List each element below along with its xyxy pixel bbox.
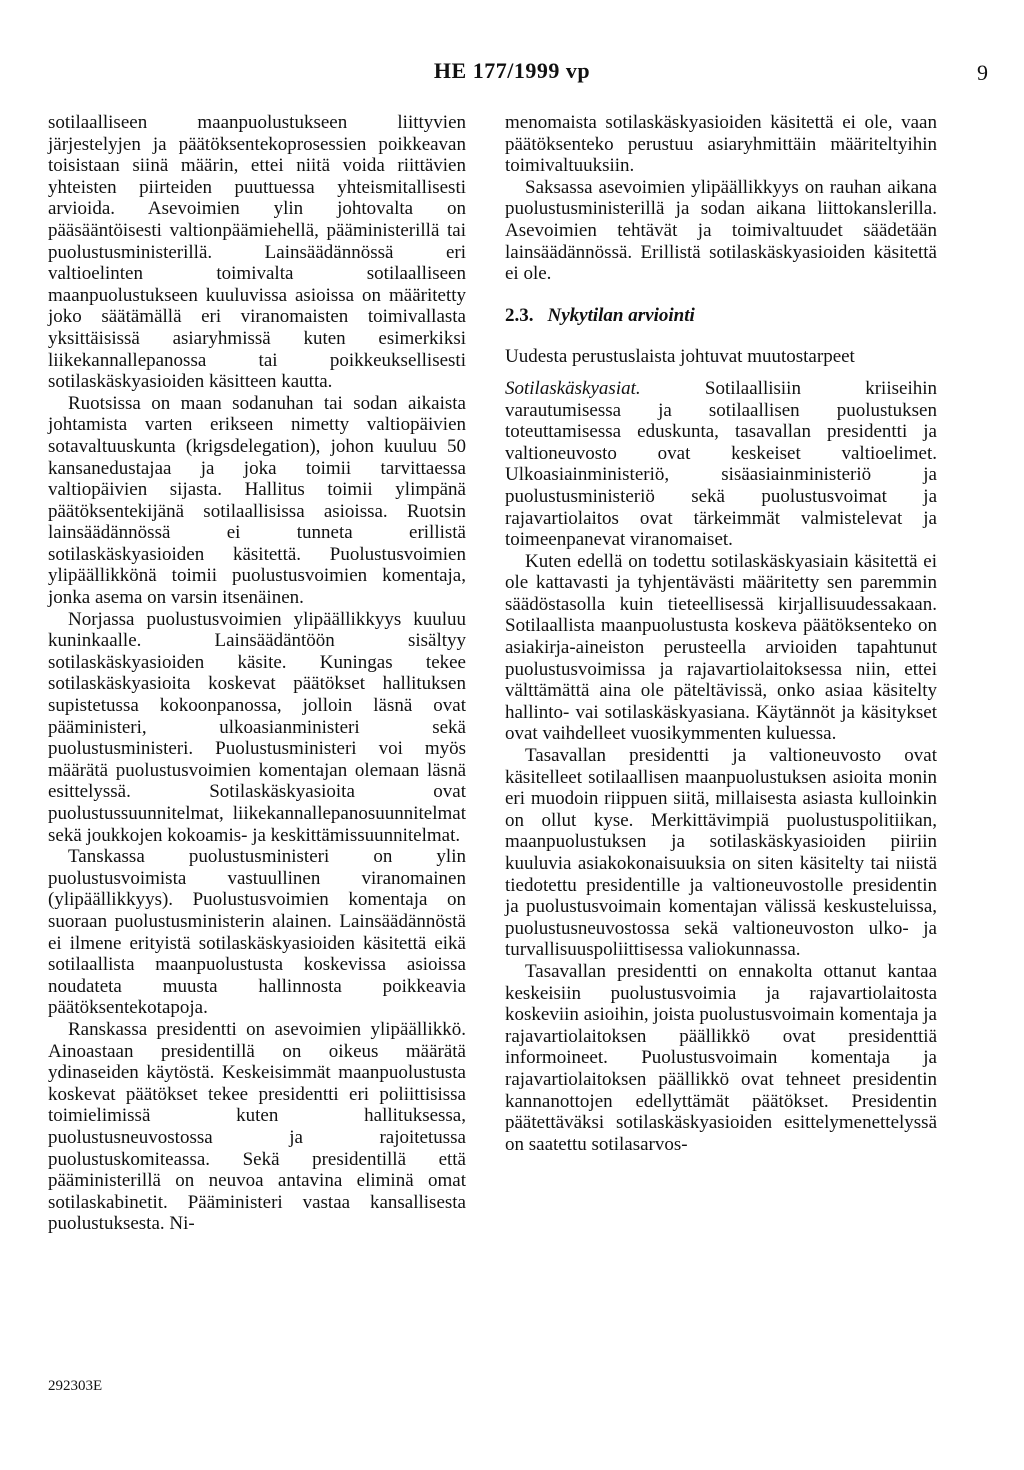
- left-column: [48, 112, 466, 1235]
- section-title: Nykytilan arviointi: [547, 304, 695, 326]
- paragraph: [505, 378, 937, 551]
- paragraph: Kuten edellä on todettu sotilaskäskyasiain käsitettä ei ole kattavasti ja tyhjentävästi määritetty sen paremmin säädöstasolla kuin tieteellisessä kirjallisuudessakaan. Sotilaallista maanpuolustusta koskeva päätöksenteko on asiakirja-aineiston perusteella arvioiden tapahtunut puolustusvoimissa ja rajavartiolaitoksessa niin, ettei välttämättä aina ole päteltävissä, onko asiaa käsitelty hallinto- vai sotilaskäskyasiana. Käytännöt ja käsitykset ovat vaihdelleet vuosikymmenten kuluessa.: [505, 550, 937, 745]
- document-code: 292303E: [48, 1378, 103, 1394]
- right-column: [505, 112, 937, 1155]
- page-number: 9: [977, 60, 988, 85]
- paragraph: Ruotsissa on maan sodanuhan tai sodan aikaista johtamista varten erikseen nimetty valtiopäivien sotavaltuuskunta (krigsdelegation), johon kuuluu 50 kansanedustajaa ja joka toimii tarvittaessa valtiopäivien sijasta. Hallitus toimii ylimpänä päätöksentekijänä sotilaallisissa asioissa. Ruotsin lainsäädännössä ei tunneta erillistä sotilaskäskyasioiden käsitettä. Puolustusvoimien ylipäällikkönä toimii puolustusvoimien komentaja, jonka asema on varsin itsenäinen.: [48, 392, 466, 609]
- paragraph: menomaista sotilaskäskyasioiden käsitettä ei ole, vaan päätöksenteko perustuu asiaryhmittäin määriteltyihin toimivaltuuksiin.: [505, 112, 937, 177]
- paragraph: Tanskassa puolustusministeri on ylin puolustusvoimista vastuullinen viranomainen (ylipäällikkyys). Puolustusvoimien komentaja on suoraan puolustusministerin alainen. Lainsäädännöstä ei ilmene erityistä sotilaskäskyasioiden käsitettä eikä sotilaallista maanpuolustusta koskevissa asioissa noudateta muusta hallinnosta poikkeavia päätöksentekotapoja.: [48, 846, 466, 1019]
- paragraph: sotilaalliseen maanpuolustukseen liittyvien järjestelyjen ja päätöksentekoprosessien poikkeavan toisistaan siinä määrin, ettei niitä voida riittävien yhteisten piirteiden puuttuessa yhteismitallisesti arvioida. Asevoimien ylin johtovalta on pääsääntöisesti valtionpäämiehellä, pääministerillä tai puolustusministerillä. Lainsäädännössä eri valtioelinten toimivalta sotilaalliseen maanpuolustukseen kuuluvissa asioissa on määritetty joko säätämällä eri viranomaisten toimivallasta yksittäisissä asiaryhmissä kuten esimerkiksi liikekannallepanossa tai poikkeuksellisesti sotilaskäskyasioiden käsitteen kautta.: [48, 112, 466, 393]
- paragraph-body: Sotilaallisiin kriiseihin varautumisessa ja sotilaallisen puolustuksen toteuttamisessa eduskunta, tasavallan presidentti ja valtioneuvosto ovat keskeiset valtioelimet. Ulkoasiainministeriö, sisäasiainministeriö ja puolustusministeriö sekä puolustusvoimat ja rajavartiolaitos ovat tärkeimmät valmistelevat ja toimeenpanevat viranomaiset.: [505, 377, 937, 551]
- paragraph: Tasavallan presidentti ja valtioneuvosto ovat käsitelleet sotilaallisen maanpuolustuksen asioita monin eri muodoin riippuen siitä, millaisesta asiasta kulloinkin on ollut kyse. Merkittävimpiä puolustuspolitiikan, maanpuolustuksen ja sotilaskäskyasioiden piiriin kuuluvia asiakokonaisuuksia on siten käsitelty tai niistä tiedotettu presidentille ja valtioneuvostolle presidentin ja puolustusvoimain komentajan välissä keskusteluissa, puolustusneuvostossa sekä valtioneuvoston ulko- ja turvallisuuspoliittisessa valiokunnassa.: [505, 745, 937, 961]
- paragraph: Ranskassa presidentti on asevoimien ylipäällikkö. Ainoastaan presidentillä on oikeus määrätä ydinaseiden käytöstä. Keskeisimmät maanpuolustusta koskevat päätökset tekee presidentti eri poliittisissa toimielimissä kuten hallituksessa, puolustusneuvostossa ja rajoitetussa puolustuskomiteassa. Sekä presidentillä että pääministerillä on neuvoa antavina eliminä omat sotilaskabinetit. Pääministeri vastaa kansallisesta puolustuksesta. Ni-: [48, 1018, 466, 1235]
- paragraph-lead-in: Sotilaskäskyasiat.: [505, 377, 641, 399]
- paragraph: Saksassa asevoimien ylipäällikkyys on rauhan aikana puolustusministerillä ja sodan aikana liittokanslerilla. Asevoimien tehtävät ja toimivaltuudet säädetään lainsäädännössä. Erillistä sotilaskäskyasioiden käsitettä ei ole.: [505, 176, 937, 285]
- paragraph: Norjassa puolustusvoimien ylipäällikkyys kuuluu kuninkaalle. Lainsäädäntöön sisältyy sotilaskäskyasioiden käsite. Kuningas tekee sotilaskäskyasioita koskevat päätökset hallituksen supistetussa kokoonpanossa, jolloin läsnä ovat pääministeri, ulkoasianministeri sekä puolustusministeri. Puolustusministeri voi myös määrätä puolustusvoimien komentajan olemaan läsnä esittelyssä. Sotilaskäskyasioita ovat puolustussuunnitelmat, liikekannallepanosuunnitelmat sekä joukkojen kokoamis- ja keskittämissuunnitelmat.: [48, 608, 466, 846]
- subheading: Uudesta perustuslaista johtuvat muutostarpeet: [505, 346, 855, 368]
- section-number: 2.3.: [505, 304, 534, 326]
- paragraph: Tasavallan presidentti on ennakolta ottanut kantaa keskeisiin puolustusvoimia ja rajavartiolaitosta koskeviin asioihin, joista puolustusvoimain komentaja ja rajavartiolaitoksen päällikkö ovat presidenttiä informoineet. Puolustusvoimain komentaja ja rajavartiolaitoksen päällikkö ovat tehneet presidentin kannanottojen edellyttämät päätökset. Presidentin päätettäväksi sotilaskäskyasioiden esittelymenettelyssä on saatettu sotilasarvos-: [505, 960, 937, 1155]
- section-heading: [505, 305, 937, 327]
- page-header-title: HE 177/1999 vp: [433, 58, 591, 83]
